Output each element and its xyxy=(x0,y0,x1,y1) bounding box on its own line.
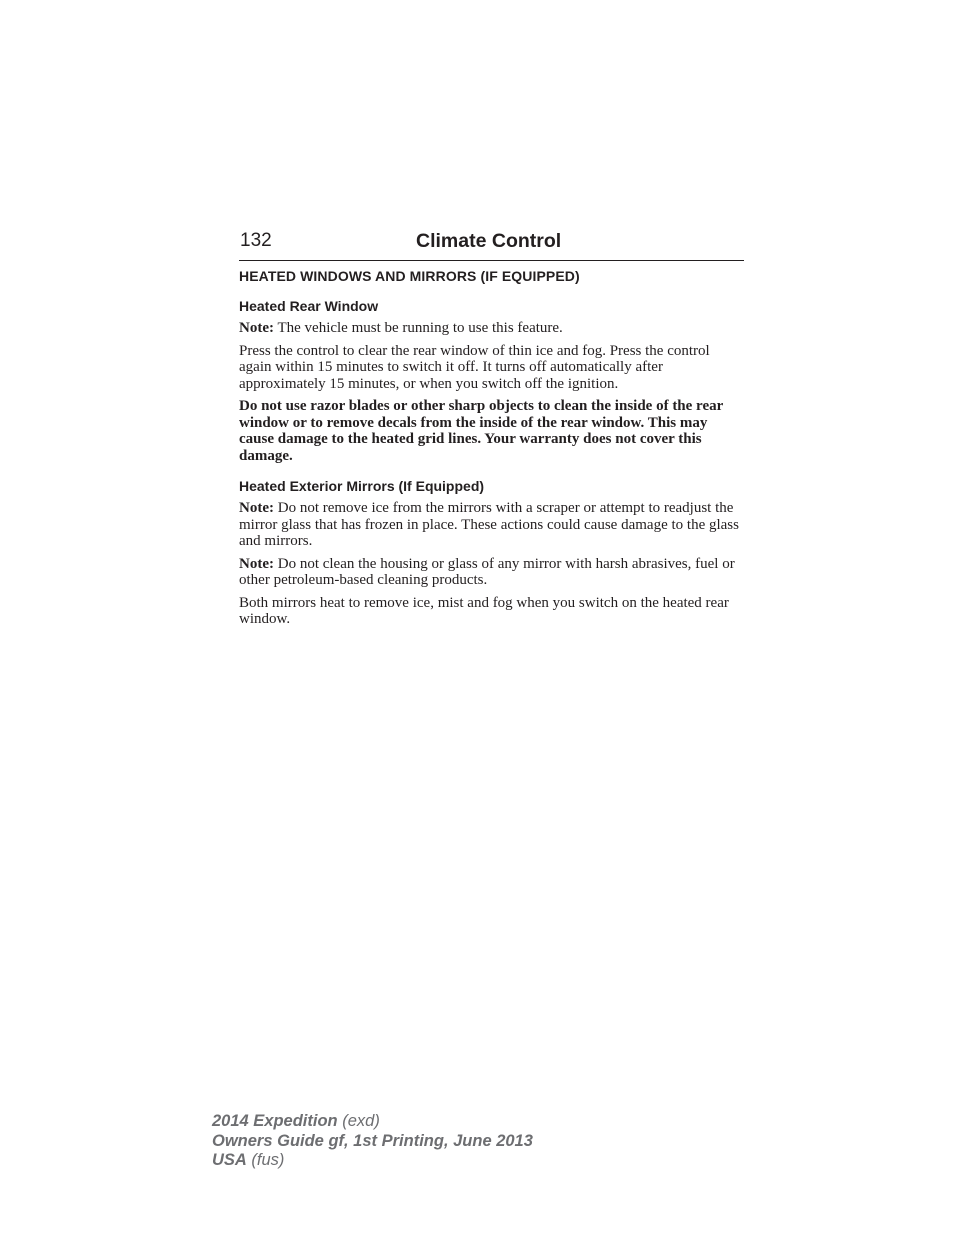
footer-line-1 xyxy=(212,1112,533,1132)
heated-rear-window-heading: Heated Rear Window xyxy=(239,298,379,314)
footer-market: USA xyxy=(212,1151,247,1169)
note-label: Note: xyxy=(239,555,274,572)
footer-market-code: (fus) xyxy=(246,1151,285,1169)
page-header xyxy=(239,226,744,261)
note-text: Do not clean the housing or glass of any mirror with harsh abrasives, fuel or other petroleum-based cleaning products. xyxy=(239,555,735,588)
page-footer xyxy=(212,1112,533,1171)
page-content xyxy=(239,267,744,634)
note-text: The vehicle must be running to use this feature. xyxy=(273,320,563,336)
note-label: Note: xyxy=(239,500,274,516)
rear-window-warning: Do not use razor blades or other sharp objects to clean the inside of the rear window or to remove decals from the inside of the rear window. This may cause damage to the heated grid lines. Your warranty does not cover this damage. xyxy=(239,398,723,464)
note-text: Do not remove ice from the mirrors with a scraper or attempt to readjust the mirror glass that has frozen in place. These actions could cause damage to the glass and mirrors. xyxy=(239,500,739,549)
footer-line-2 xyxy=(212,1132,533,1152)
rear-window-body: Press the control to clear the rear window of thin ice and fog. Press the control again within 15 minutes to switch it off. It turns off automatically after approximately 15 minutes, or when you switch off the ignition. xyxy=(239,342,710,392)
chapter-title: Climate Control xyxy=(416,230,562,252)
footer-printing: Owners Guide gf, 1st Printing, June 2013 xyxy=(212,1131,533,1150)
footer-line-3 xyxy=(212,1151,533,1171)
page-number: 132 xyxy=(240,230,272,251)
heated-mirrors-heading: Heated Exterior Mirrors (If Equipped) xyxy=(239,478,485,494)
mirrors-body: Both mirrors heat to remove ice, mist and fog when you switch on the heated rear window. xyxy=(239,594,729,627)
note-label: Note: xyxy=(239,320,274,336)
footer-model: 2014 Expedition xyxy=(212,1112,338,1130)
rear-window-note xyxy=(239,320,744,337)
footer-model-code: (exd) xyxy=(337,1112,380,1130)
section-heading: HEATED WINDOWS AND MIRRORS (IF EQUIPPED) xyxy=(239,268,580,284)
mirrors-note-2 xyxy=(239,556,744,589)
mirrors-note-1 xyxy=(239,500,744,550)
